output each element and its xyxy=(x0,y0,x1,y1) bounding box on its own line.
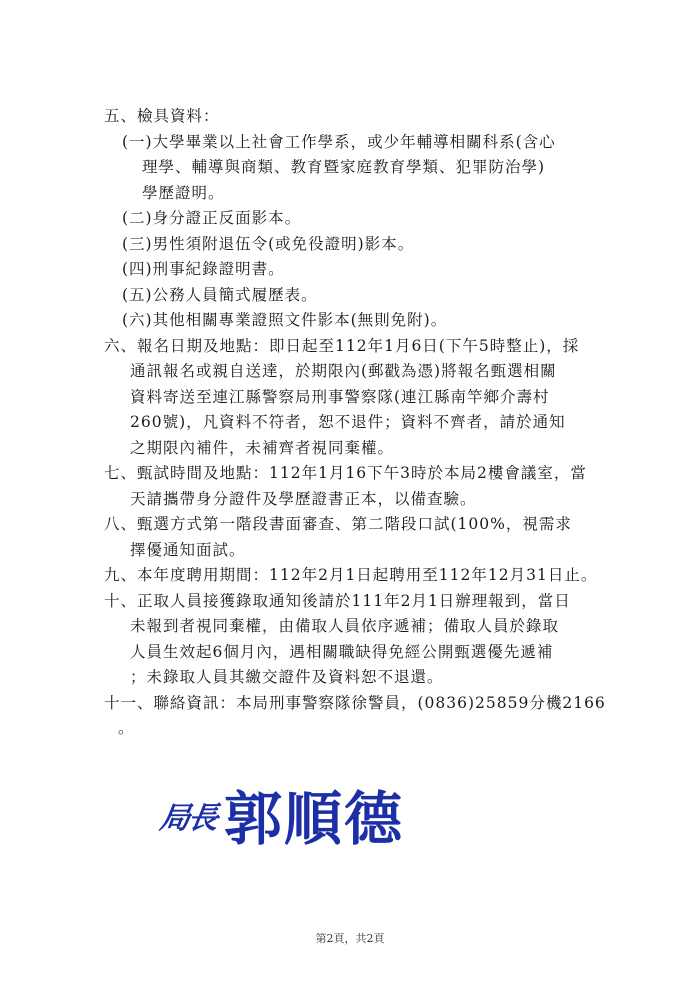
document-body xyxy=(0,104,700,742)
document-line: (二)身分證正反面影本。 xyxy=(122,209,302,227)
document-line: 之期限內補件，未補齊者視同棄權。 xyxy=(130,438,395,457)
document-line: 十一、聯絡資訊：本局刑事警察隊徐警員，(0836)25859分機2166 xyxy=(104,693,606,712)
document-line: 九、本年度聘用期間：112年2月1日起聘用至112年12月31日止。 xyxy=(104,566,598,584)
page-number: 第2頁，共2頁 xyxy=(315,932,385,945)
director-signature-stamp xyxy=(157,783,460,855)
document-line: (一)大學畢業以上社會工作學系，或少年輔導相關科系(含心 xyxy=(122,132,556,151)
document-line: 擇優通知面試。 xyxy=(130,540,246,559)
director-name: 郭順德 xyxy=(224,785,405,853)
document-line: 人員生效起6個月內，遇相關職缺得免經公開甄選優先遞補 xyxy=(130,642,554,661)
document-line: 學歷證明。 xyxy=(142,183,225,202)
document-line: 理學、輔導與商類、教育暨家庭教育學類、犯罪防治學) xyxy=(142,158,546,176)
document-line: 未報到者視同棄權，由備取人員依序遞補；備取人員於錄取 xyxy=(130,617,560,635)
document-line: 天請攜帶身分證件及學歷證書正本，以備查驗。 xyxy=(130,489,477,508)
document-line: (六)其他相關專業證照文件影本(無則免附)。 xyxy=(122,311,448,329)
document-line: (三)男性須附退伍令(或免役證明)影本。 xyxy=(122,234,415,253)
document-line: 十、正取人員接獲錄取通知後請於111年2月1日辦理報到，當日 xyxy=(104,591,571,610)
document-line: 五、檢具資料： xyxy=(104,107,220,125)
document-line: 260號)，凡資料不符者，恕不退件；資料不齊者，請於通知 xyxy=(130,413,566,431)
document-line: (四)刑事紀錄證明書。 xyxy=(122,260,285,278)
document-line: 八、甄選方式第一階段書面審查、第二階段口試(100%，視需求 xyxy=(104,515,572,533)
document-line: 七、甄試時間及地點：112年1月16下午3時於本局2樓會議室，當 xyxy=(104,464,587,482)
document-line: 通訊報名或親自送達，於期限內(郵戳為憑)將報名甄選相關 xyxy=(130,362,557,380)
director-title: 局長 xyxy=(157,801,219,836)
document-line: 六、報名日期及地點：即日起至112年1月6日(下午5時整止)，採 xyxy=(104,336,580,355)
document-line: 資料寄送至連江縣警察局刑事警察隊(連江縣南竿鄉介壽村 xyxy=(130,387,550,406)
document-line: (五)公務人員簡式履歷表。 xyxy=(122,285,318,304)
document-line: 。 xyxy=(118,719,135,737)
document-line: ；未錄取人員其繳交證件及資料恕不退還。 xyxy=(130,668,444,686)
